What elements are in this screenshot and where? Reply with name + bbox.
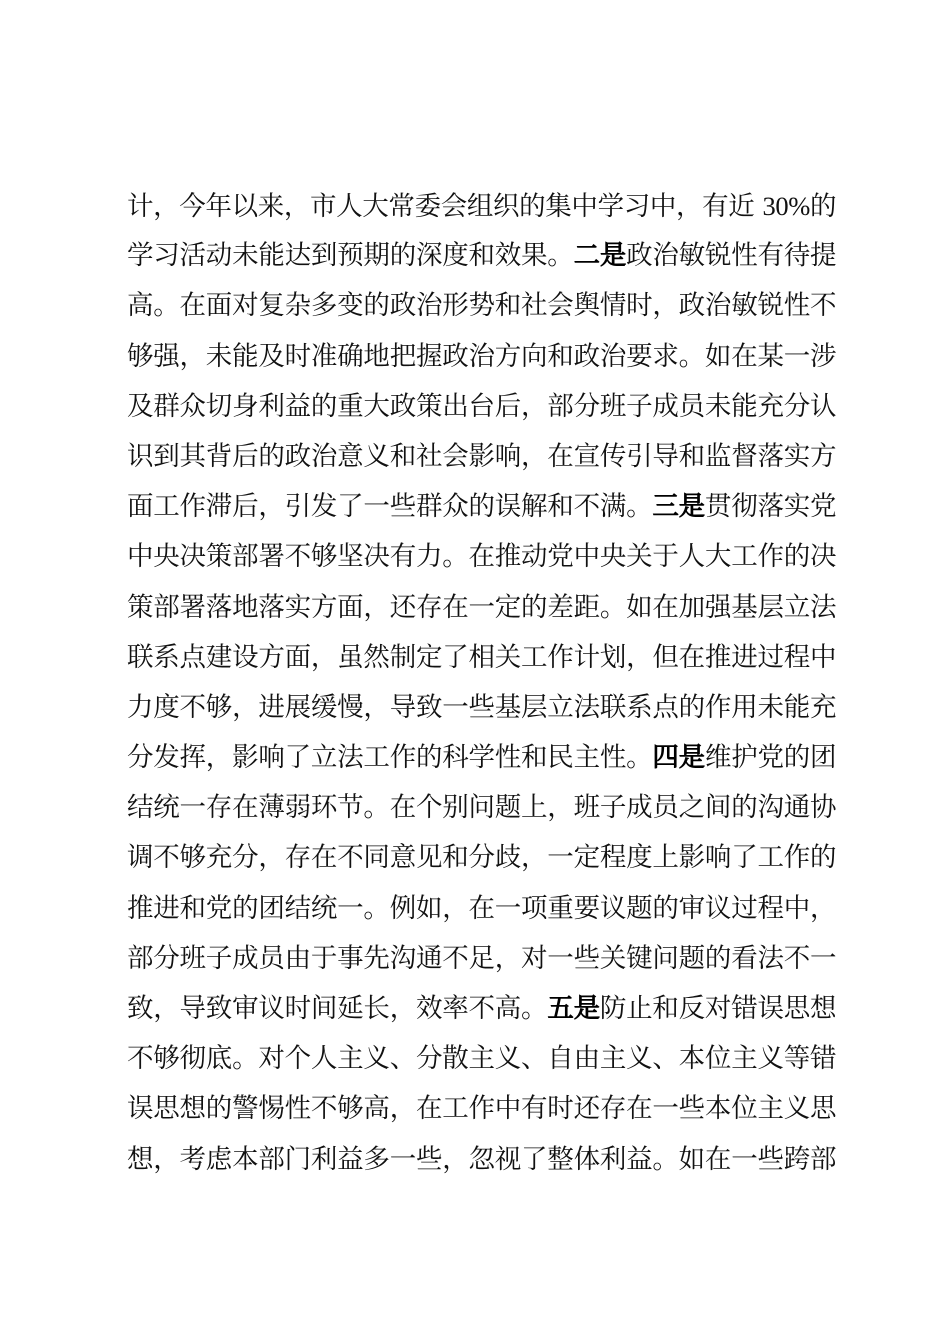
body-paragraph [127,181,837,1185]
text-line [127,583,837,633]
bold-ordinal-marker: 三是 [652,491,705,523]
text-run: 不够彻底。对个人主义、分散主义、自由主义、本位主义等错 [127,1043,837,1075]
text-line [127,181,837,231]
text-run: 识到其背后的政治意义和社会影响，在宣传引导和监督落实方 [127,440,837,472]
text-run: 误思想的警惕性不够高，在工作中有时还存在一些本位主义思 [127,1093,837,1125]
text-line [127,332,837,382]
text-run: 及群众切身利益的重大政策出台后，部分班子成员未能充分认 [127,390,837,422]
text-run: 调不够充分，存在不同意见和分歧，一定程度上影响了工作的 [127,842,837,874]
text-run: 政治敏锐性有待提 [626,240,837,272]
text-run: 计，今年以来，市人大常委会组织的集中学习中，有近 [127,191,763,222]
bold-ordinal-marker: 五是 [547,993,600,1024]
text-run: 30% [762,191,811,221]
bold-ordinal-marker: 二是 [573,240,627,272]
text-run: 想，考虑本部门利益多一些，忽视了整体利益。如在一些跨部 [127,1143,837,1175]
text-run: 策部署落地落实方面，还存在一定的差距。如在加强基层立法 [127,591,837,623]
text-run: 够强，未能及时准确地把握政治方向和政治要求。如在某一涉 [127,340,837,372]
text-line [127,934,837,984]
text-run: 面工作滞后，引发了一些群众的误解和不满。 [127,491,653,523]
text-run: 贯彻落实党 [704,491,837,523]
text-line [127,1135,837,1185]
text-run: 力度不够，进展缓慢，导致一些基层立法联系点的作用未能充 [127,691,837,723]
text-line [127,884,837,934]
text-run: 部分班子成员由于事先沟通不足，对一些关键问题的看法不一 [127,942,837,974]
text-line [127,382,837,432]
text-run: 分发挥，影响了立法工作的科学性和民主性。 [127,742,653,774]
text-line [127,783,837,833]
text-line [127,532,837,582]
text-run: 中央决策部署不够坚决有力。在推动党中央关于人大工作的决 [127,541,837,573]
text-run: 结统一存在薄弱环节。在个别问题上，班子成员之间的沟通协 [127,792,837,824]
text-line [127,281,837,331]
text-line [127,432,837,482]
text-run: 高。在面对复杂多变的政治形势和社会舆情时，政治敏锐性不 [127,290,837,322]
text-run: 推进和党的团结统一。例如，在一项重要议题的审议过程中， [127,892,837,924]
text-run: 防止和反对错误思想 [599,993,837,1024]
text-line [127,984,837,1034]
text-line [127,231,837,281]
text-line [127,833,837,883]
text-line [127,482,837,532]
bold-ordinal-marker: 四是 [652,742,705,774]
text-run: 的 [810,191,837,222]
text-line [127,683,837,733]
text-run: 联系点建设方面，虽然制定了相关工作计划，但在推进过程中 [127,641,837,673]
text-line [127,733,837,783]
text-line [127,633,837,683]
text-run: 学习活动未能达到预期的深度和效果。 [127,240,574,272]
text-run: 维护党的团 [704,742,837,774]
text-run: 致，导致审议时间延长，效率不高。 [127,993,548,1024]
text-line [127,1034,837,1084]
text-line [127,1084,837,1134]
